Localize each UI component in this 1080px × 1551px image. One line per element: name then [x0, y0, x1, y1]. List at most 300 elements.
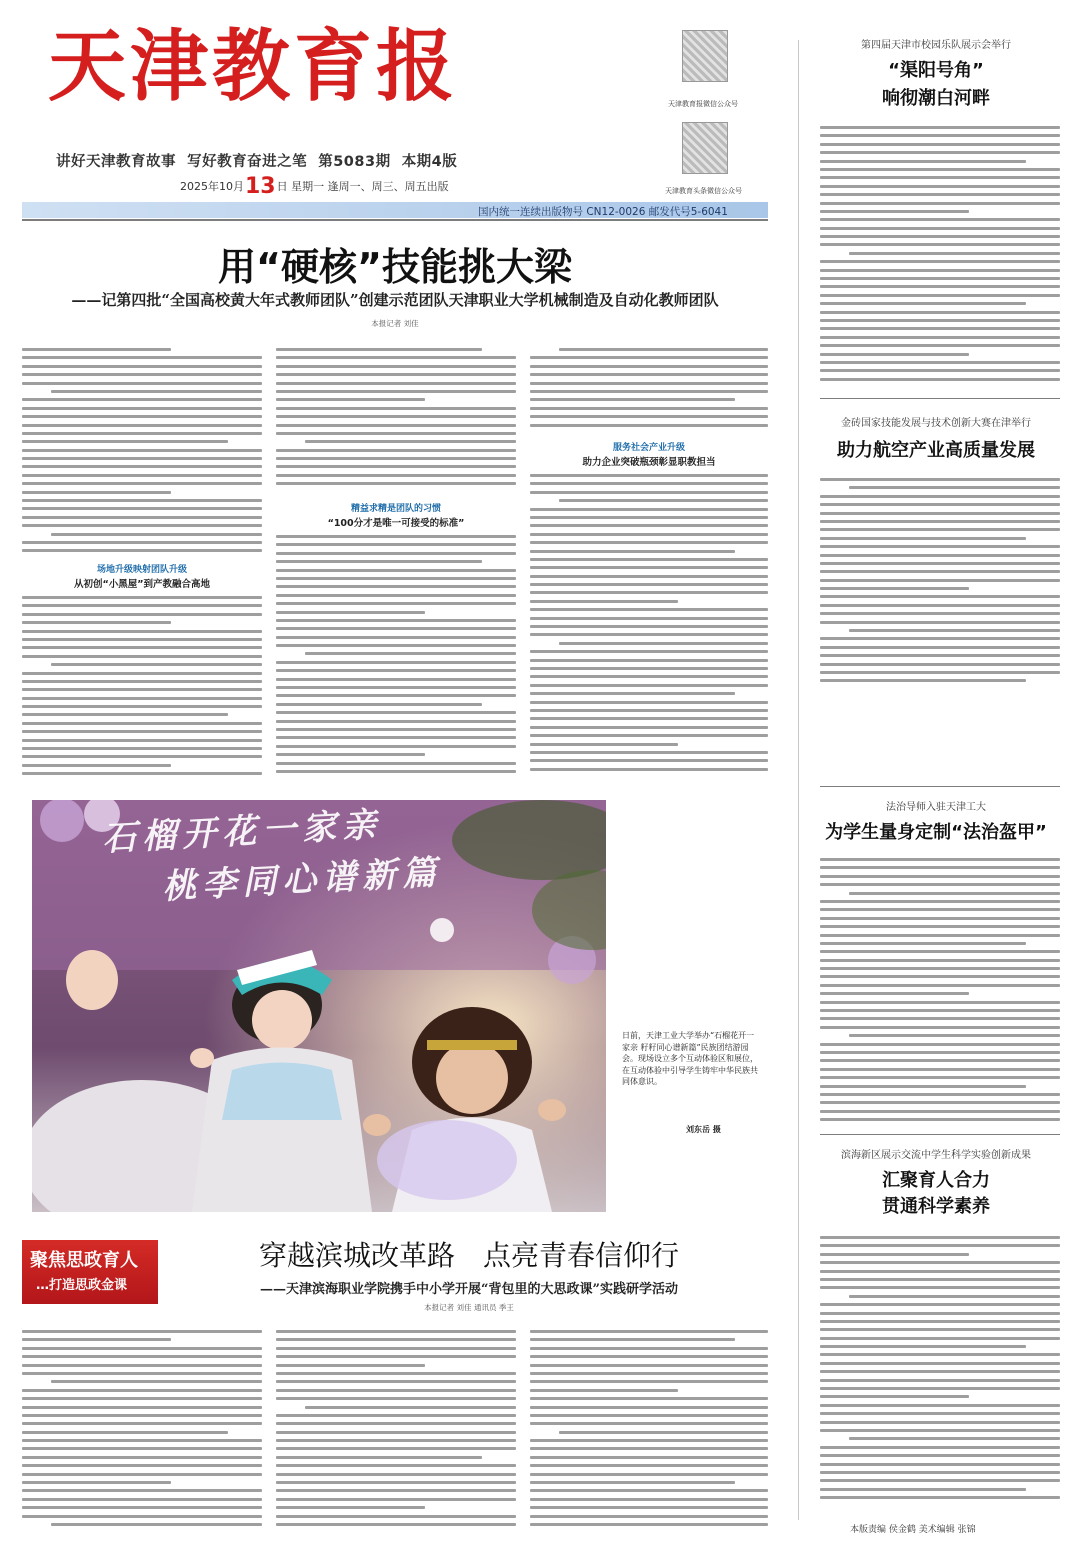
text-line [530, 1406, 768, 1409]
lead-column-2-bottom [276, 535, 516, 782]
toutiao-qr-code [682, 122, 728, 174]
sidebar-4-headline-2: 贯通科学素养 [882, 1196, 990, 1217]
text-line [276, 474, 516, 477]
lead-column-3-bottom [530, 474, 768, 782]
text-line [820, 992, 969, 995]
text-line [22, 541, 262, 544]
text-line [820, 908, 1060, 911]
text-line [276, 627, 516, 630]
text-line [530, 1489, 768, 1492]
text-line [22, 646, 262, 649]
section-2-kicker: 精益求精是团队的习惯 [350, 504, 441, 514]
text-line [820, 1244, 1060, 1247]
text-line [22, 705, 262, 708]
sidebar-3-body [820, 858, 1060, 1128]
text-line [820, 1454, 1060, 1457]
text-line [820, 579, 1060, 582]
text-line [22, 1364, 262, 1367]
text-line [530, 1389, 678, 1392]
lead-column-3-top [530, 348, 768, 434]
text-line [820, 243, 1060, 246]
text-line [530, 1473, 768, 1476]
slogan-1: 讲好天津教育故事 [56, 154, 176, 170]
sidebar-3-headline: 为学生量身定制“法治盔甲” [825, 822, 1047, 843]
text-line [820, 336, 1060, 339]
text-line [22, 373, 262, 376]
text-line [276, 694, 516, 697]
text-line [276, 1515, 516, 1518]
text-line [276, 424, 516, 427]
text-line [22, 747, 262, 750]
text-line [276, 619, 516, 622]
text-line [22, 457, 262, 460]
text-line [820, 1009, 1060, 1012]
date-prefix: 2025年10月 [180, 180, 244, 193]
text-line [820, 679, 1026, 682]
text-line [22, 1473, 262, 1476]
text-line [820, 218, 1060, 221]
text-line [22, 1515, 262, 1518]
text-line [22, 1464, 262, 1467]
text-line [820, 210, 969, 213]
text-line [530, 1498, 768, 1501]
text-line [276, 602, 516, 605]
text-line [276, 1473, 516, 1476]
text-line [530, 675, 768, 678]
text-line [820, 1026, 1060, 1029]
lead-subheadline: ——记第四批“全国高校黄大年式教师团队”创建示范团队天津职业大学机械制造及自动化教师团队 [71, 291, 719, 309]
text-line [530, 726, 768, 729]
sidebar-1-headline-2: 响彻潮白河畔 [882, 88, 990, 109]
text-line [276, 1364, 425, 1367]
sidebar-2-headline: 助力航空产业高质量发展 [837, 440, 1035, 461]
text-line [820, 595, 1060, 598]
lead-column-1-top [22, 348, 262, 558]
issue-number: 第5083期 [318, 154, 391, 170]
text-line [820, 1001, 1060, 1004]
text-line [820, 1303, 1060, 1306]
text-line [820, 1093, 1060, 1096]
sidebar-rule-2 [820, 786, 1060, 787]
masthead-slogan [56, 150, 457, 171]
text-line [530, 600, 678, 603]
text-line [820, 134, 1060, 137]
text-line [276, 1464, 516, 1467]
text-line [276, 678, 516, 681]
section-3-kicker: 服务社会产业升级 [612, 443, 685, 453]
text-line [22, 499, 262, 502]
text-line [22, 697, 262, 700]
sidebar-1-body [820, 126, 1060, 388]
text-line [276, 1456, 482, 1459]
text-line [820, 294, 1060, 297]
text-line [276, 365, 516, 368]
text-line [820, 967, 1060, 970]
text-line [530, 1523, 768, 1526]
text-line [820, 1387, 1060, 1390]
text-line [276, 1372, 516, 1375]
text-line [22, 596, 262, 599]
text-line [820, 151, 1060, 154]
text-line [820, 285, 1060, 288]
text-line [820, 554, 1060, 557]
text-line [530, 482, 768, 485]
text-line [820, 277, 1060, 280]
text-line [530, 743, 678, 746]
text-line [820, 1395, 969, 1398]
text-line [820, 925, 1060, 928]
text-line [22, 672, 262, 675]
text-line [276, 585, 516, 588]
text-line [51, 533, 262, 536]
text-line [820, 1017, 1060, 1020]
text-line [820, 612, 1060, 615]
text-line [820, 227, 1060, 230]
text-line [820, 1379, 1060, 1382]
text-line [22, 549, 262, 552]
news-photo [32, 800, 606, 1212]
text-line [22, 638, 262, 641]
section-1-kicker: 场地升级映射团队升级 [96, 565, 187, 575]
text-line [22, 764, 171, 767]
sidebar-rule-3 [820, 1134, 1060, 1135]
text-line [276, 1523, 516, 1526]
text-line [530, 516, 768, 519]
text-line [276, 636, 516, 639]
text-line [276, 535, 516, 538]
text-line [849, 629, 1060, 632]
text-line [276, 415, 516, 418]
text-line [820, 503, 1060, 506]
text-line [530, 1397, 768, 1400]
text-line [276, 373, 516, 376]
text-line [22, 1338, 171, 1341]
text-line [276, 1506, 425, 1509]
text-line [530, 633, 768, 636]
text-line [820, 917, 1060, 920]
text-line [530, 1414, 768, 1417]
text-line [820, 361, 1060, 364]
text-line [276, 560, 482, 563]
text-line [22, 613, 262, 616]
text-line [849, 892, 1060, 895]
text-line [820, 1345, 1026, 1348]
text-line [22, 1439, 262, 1442]
text-line [22, 432, 262, 435]
text-line [22, 398, 262, 401]
text-line [22, 1414, 262, 1417]
text-line [820, 1286, 1060, 1289]
photo-credit: 刘东岳 摄 [686, 1124, 721, 1134]
text-line [276, 577, 516, 580]
text-line [530, 575, 768, 578]
text-line [530, 759, 768, 762]
text-line [820, 959, 1060, 962]
section-3-sub: 助力企业突破瓶颈彰显职教担当 [582, 457, 716, 468]
text-line [820, 478, 1060, 481]
text-line [530, 608, 768, 611]
text-line [530, 415, 768, 418]
text-line [276, 669, 516, 672]
text-line [22, 630, 262, 633]
text-line [530, 1330, 768, 1333]
slogan-2: 写好教育奋进之笔 [187, 154, 308, 170]
sidebar-4-kicker: 滨海新区展示交流中学生科学实验创新成果 [841, 1150, 1031, 1161]
text-line [849, 252, 1060, 255]
qr-caption-2: 天津教育头条微信公众号 [665, 187, 742, 195]
text-line [820, 1312, 1060, 1315]
text-line [530, 583, 768, 586]
text-line [820, 604, 1060, 607]
text-line [820, 1068, 1060, 1071]
text-line [820, 1320, 1060, 1323]
text-line [530, 701, 768, 704]
text-line [820, 1404, 1060, 1407]
text-line [530, 717, 768, 720]
text-line [22, 655, 262, 658]
text-line [820, 537, 1026, 540]
text-line [530, 667, 768, 670]
text-line [530, 692, 735, 695]
text-line [820, 1353, 1060, 1356]
text-line [276, 770, 516, 773]
text-line [22, 365, 262, 368]
lead-column-1-bottom [22, 596, 262, 782]
text-line [22, 482, 262, 485]
text-line [820, 621, 1060, 624]
text-line [530, 591, 768, 594]
text-line [530, 650, 768, 653]
text-line [820, 512, 1060, 515]
text-line [276, 1380, 516, 1383]
text-line [530, 1439, 768, 1442]
text-line [22, 1389, 262, 1392]
text-line [530, 1481, 735, 1484]
text-line [22, 1481, 171, 1484]
text-line [530, 390, 768, 393]
text-line [530, 550, 735, 553]
text-line [276, 753, 425, 756]
text-line [22, 772, 262, 775]
text-line [820, 202, 1060, 205]
text-line [22, 1431, 228, 1434]
text-line [530, 617, 768, 620]
text-line [530, 751, 768, 754]
text-line [820, 875, 1060, 878]
text-line [820, 1362, 1060, 1365]
text-line [820, 663, 1060, 666]
text-line [22, 1355, 262, 1358]
text-line [22, 440, 228, 443]
text-line [820, 160, 1026, 163]
text-line [22, 1347, 262, 1350]
banner-line-2: …打造思政金课 [36, 1278, 128, 1293]
second-byline: 本报记者 刘佳 通讯员 季王 [424, 1303, 514, 1312]
text-line [22, 739, 262, 742]
text-line [530, 1422, 768, 1425]
text-line [820, 1496, 1060, 1499]
publication-number: 国内统一连续出版物号 CN12-0026 邮发代号5-6041 [478, 206, 728, 218]
second-column-3 [530, 1330, 768, 1538]
second-headline: 穿越滨城改革路 点亮青春信仰行 [258, 1239, 679, 1272]
text-line [276, 449, 516, 452]
text-line [22, 680, 262, 683]
text-line [276, 382, 516, 385]
text-line [820, 520, 1060, 523]
text-line [820, 168, 1060, 171]
text-line [276, 348, 482, 351]
text-line [276, 407, 516, 410]
text-line [530, 491, 768, 494]
text-line [276, 594, 516, 597]
text-line [820, 900, 1060, 903]
text-line [276, 736, 516, 739]
text-line [820, 260, 1060, 263]
text-line [820, 126, 1060, 129]
text-line [820, 495, 1060, 498]
text-line [276, 661, 516, 664]
text-line [276, 432, 516, 435]
wechat-qr-code [682, 30, 728, 82]
text-line [820, 235, 1060, 238]
text-line [276, 686, 516, 689]
sidebar-2-body [820, 478, 1060, 690]
text-line [820, 671, 1060, 674]
text-line [530, 709, 768, 712]
masthead-title: 天津教育报 [48, 21, 459, 112]
text-line [820, 1101, 1060, 1104]
text-line [530, 1364, 768, 1367]
text-line [820, 1278, 1060, 1281]
text-line [530, 1355, 768, 1358]
sidebar-1-headline-1: “渠阳号角” [888, 60, 984, 81]
text-line [530, 684, 768, 687]
text-line [530, 1380, 768, 1383]
text-line [305, 1406, 516, 1409]
text-line [820, 1429, 1060, 1432]
text-line [530, 356, 768, 359]
text-line [820, 143, 1060, 146]
text-line [276, 543, 516, 546]
text-line [276, 1439, 516, 1442]
text-line [276, 1338, 516, 1341]
text-line [820, 1270, 1060, 1273]
text-line [820, 378, 1060, 381]
text-line [820, 193, 1060, 196]
text-line [22, 465, 262, 468]
column-banner [22, 1240, 158, 1304]
text-line [276, 720, 516, 723]
text-line [820, 1118, 1060, 1121]
sidebar-divider [798, 40, 799, 1520]
text-line [820, 1463, 1060, 1466]
text-line [22, 1498, 262, 1501]
text-line [530, 1515, 768, 1518]
text-line [22, 1506, 262, 1509]
text-line [820, 942, 1026, 945]
text-line [276, 465, 516, 468]
dateline [180, 174, 449, 199]
text-line [530, 541, 768, 544]
text-line [22, 1489, 262, 1492]
text-line [530, 1506, 768, 1509]
banner-line-1: 聚焦思政育人 [30, 1250, 138, 1271]
text-line [22, 491, 171, 494]
text-line [820, 327, 1060, 330]
text-line [276, 611, 425, 614]
text-line [530, 625, 768, 628]
text-line [51, 1523, 262, 1526]
text-line [276, 1431, 516, 1434]
photo-banner-text-1: 石榴开花一家亲 [101, 804, 384, 860]
text-line [820, 353, 969, 356]
text-line [530, 373, 768, 376]
text-line [820, 1370, 1060, 1373]
text-line [530, 1338, 735, 1341]
text-line [820, 562, 1060, 565]
text-line [22, 415, 262, 418]
text-line [276, 644, 516, 647]
text-line [820, 528, 1060, 531]
photo-caption: 日前，天津工业大学举办“石榴花开一家亲 籽籽同心谱新篇”民族团结游园会。现场设立多个互动体验区和展位，在互动体验中引导学生铸牢中华民族共同体意识。 [622, 1031, 758, 1087]
text-line [849, 486, 1060, 489]
text-line [276, 728, 516, 731]
text-line [22, 424, 262, 427]
text-line [22, 1330, 262, 1333]
text-line [849, 1437, 1060, 1440]
sidebar-4-headline-1: 汇聚育人合力 [882, 1170, 990, 1191]
text-line [276, 1330, 516, 1333]
text-line [276, 1489, 516, 1492]
text-line [22, 755, 262, 758]
sidebar-3-kicker: 法治导师入驻天津工大 [886, 802, 986, 813]
sidebar-rule-1 [820, 398, 1060, 399]
text-line [820, 1328, 1060, 1331]
text-line [530, 768, 768, 771]
text-line [22, 407, 262, 410]
text-line [51, 1380, 262, 1383]
text-line [530, 424, 768, 427]
text-line [849, 1295, 1060, 1298]
text-line [530, 558, 768, 561]
lead-column-2-top [276, 348, 516, 496]
text-line [22, 722, 262, 725]
text-line [22, 474, 262, 477]
text-line [276, 398, 425, 401]
text-line [276, 703, 482, 706]
text-line [22, 524, 262, 527]
text-line [51, 390, 262, 393]
lead-headline: 用“硬核”技能挑大梁 [218, 245, 572, 289]
text-line [820, 1110, 1060, 1113]
text-line [820, 369, 1060, 372]
text-line [820, 1051, 1060, 1054]
text-line [22, 356, 262, 359]
text-line [820, 1471, 1060, 1474]
text-line [51, 663, 262, 666]
text-line [820, 1043, 1060, 1046]
sidebar-1-kicker: 第四届天津市校园乐队展示会举行 [861, 40, 1011, 51]
masthead-rule [22, 219, 768, 221]
text-line [820, 1253, 969, 1256]
text-line [276, 1414, 516, 1417]
second-column-1 [22, 1330, 262, 1538]
text-line [530, 533, 768, 536]
text-line [530, 1464, 768, 1467]
text-line [820, 587, 969, 590]
text-line [276, 356, 516, 359]
text-line [820, 950, 1060, 953]
